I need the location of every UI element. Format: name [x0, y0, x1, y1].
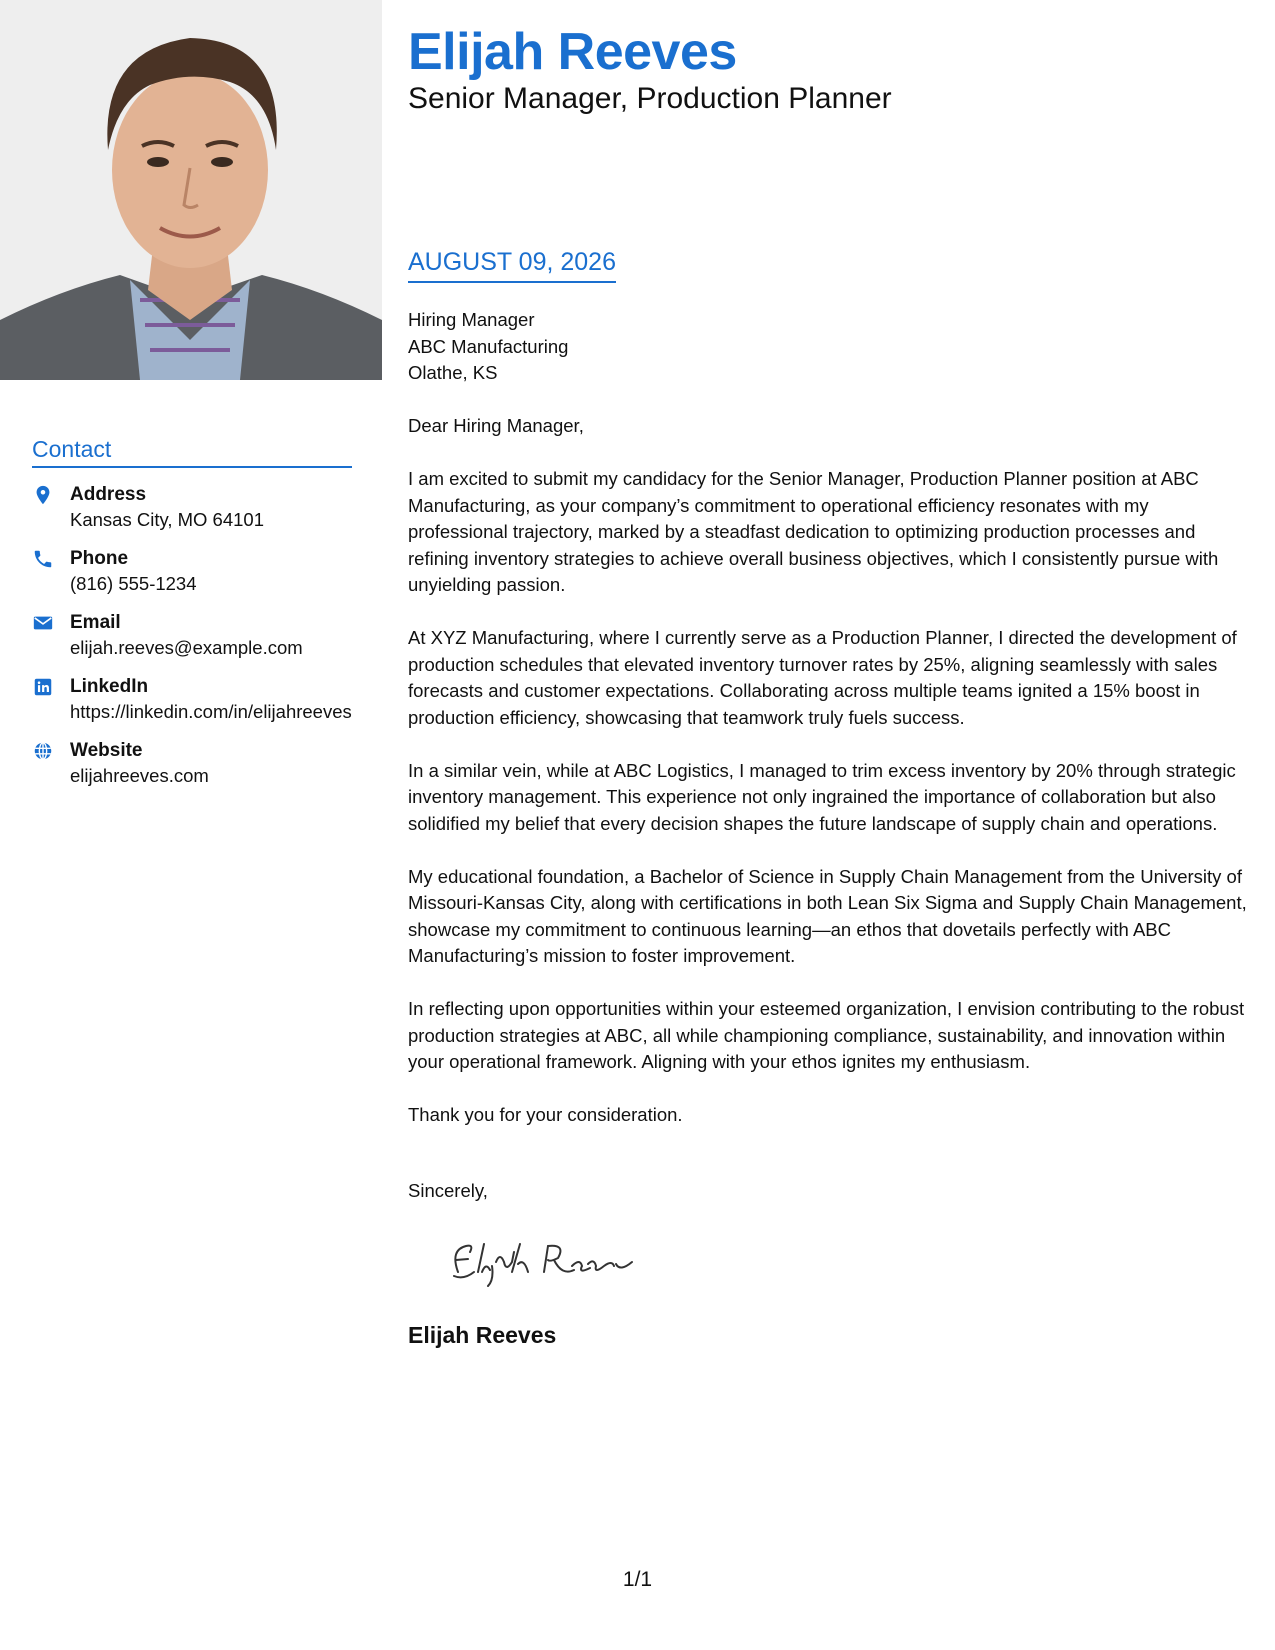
page-number: 1/1 [622, 1568, 653, 1591]
contact-label: Website [70, 740, 143, 761]
signature [444, 1232, 644, 1292]
contact-value[interactable]: elijahreeves.com [70, 765, 209, 786]
phone-icon [32, 548, 54, 570]
profile-photo [0, 0, 382, 380]
map-pin-icon [32, 484, 54, 506]
paragraph: My educational foundation, a Bachelor of Science in Supply Chain Management from the University of Missouri-Kansas City, along with certifications in both Lean Six Sigma and Supply Chain Management, showcase my commitment to continuous learning—an ethos that dovetails perfectly with ABC Manufacturing’s mission to foster improvement. [408, 865, 1247, 966]
applicant-role: Senior Manager, Production Planner [408, 82, 892, 115]
contact-value: (816) 555-1234 [70, 573, 197, 594]
contact-address [32, 482, 352, 532]
paragraph: In reflecting upon opportunities within your esteemed organization, I envision contributing to the robust production strategies at ABC, all while championing compliance, sustainability, and innovation within your operational framework. Aligning with your ethos ignites my enthusiasm. [408, 998, 1245, 1072]
contact-phone [32, 546, 352, 596]
recipient-line: Olathe, KS [408, 362, 498, 383]
paragraph: I am excited to submit my candidacy for the Senior Manager, Production Planner position at ABC Manufacturing, as your company’s commitment to operational efficiency resonates with my professional trajectory, marked by a steadfast dedication to optimizing production processes and refining inventory strategies to achieve overall business objectives, which I consistently pursue with unyielding passion. [408, 468, 1219, 595]
sidebar [0, 0, 382, 1650]
contact-label: Email [70, 612, 121, 633]
greeting: Dear Hiring Manager, [408, 415, 584, 436]
contact-value: Kansas City, MO 64101 [70, 509, 264, 530]
recipient-line: Hiring Manager [408, 309, 535, 330]
closing: Sincerely, [408, 1180, 488, 1201]
paragraph: At XYZ Manufacturing, where I currently serve as a Production Planner, I directed the development of production schedules that elevated inventory turnover rates by 25%, aligning seamlessly with sales forecasts and customer expectations. Collaborating across multiple teams ignited a 15% boost in production efficiency, showcasing that teamwork truly fuels success. [408, 627, 1237, 728]
contact-linkedin [32, 674, 352, 724]
contact-email [32, 610, 352, 660]
linkedin-icon [32, 676, 54, 698]
contact-value[interactable]: elijah.reeves@example.com [70, 637, 303, 658]
recipient-line: ABC Manufacturing [408, 335, 569, 357]
letter-date: AUGUST 09, 2026 [408, 248, 616, 283]
contact-label: Phone [70, 548, 129, 569]
applicant-name: Elijah Reeves [408, 23, 737, 81]
contact-website [32, 738, 352, 788]
envelope-icon [32, 612, 54, 634]
globe-icon [32, 740, 54, 762]
contact-value[interactable]: https://linkedin.com/in/elijahreeves [70, 701, 352, 722]
contact-heading: Contact [32, 436, 352, 468]
signer-name: Elijah Reeves [408, 1322, 557, 1348]
paragraph: Thank you for your consideration. [408, 1104, 683, 1125]
contact-label: Address [70, 484, 147, 505]
contact-section [32, 436, 352, 802]
paragraph: In a similar vein, while at ABC Logistics, I managed to trim excess inventory by 20% through strategic inventory management. This experience not only ingrained the importance of collaboration but also solidified my belief that every decision shapes the future landscape of supply chain and operations. [408, 759, 1236, 834]
contact-label: LinkedIn [70, 676, 149, 697]
recipient-block [408, 307, 1253, 387]
letter-body [408, 307, 1253, 1155]
